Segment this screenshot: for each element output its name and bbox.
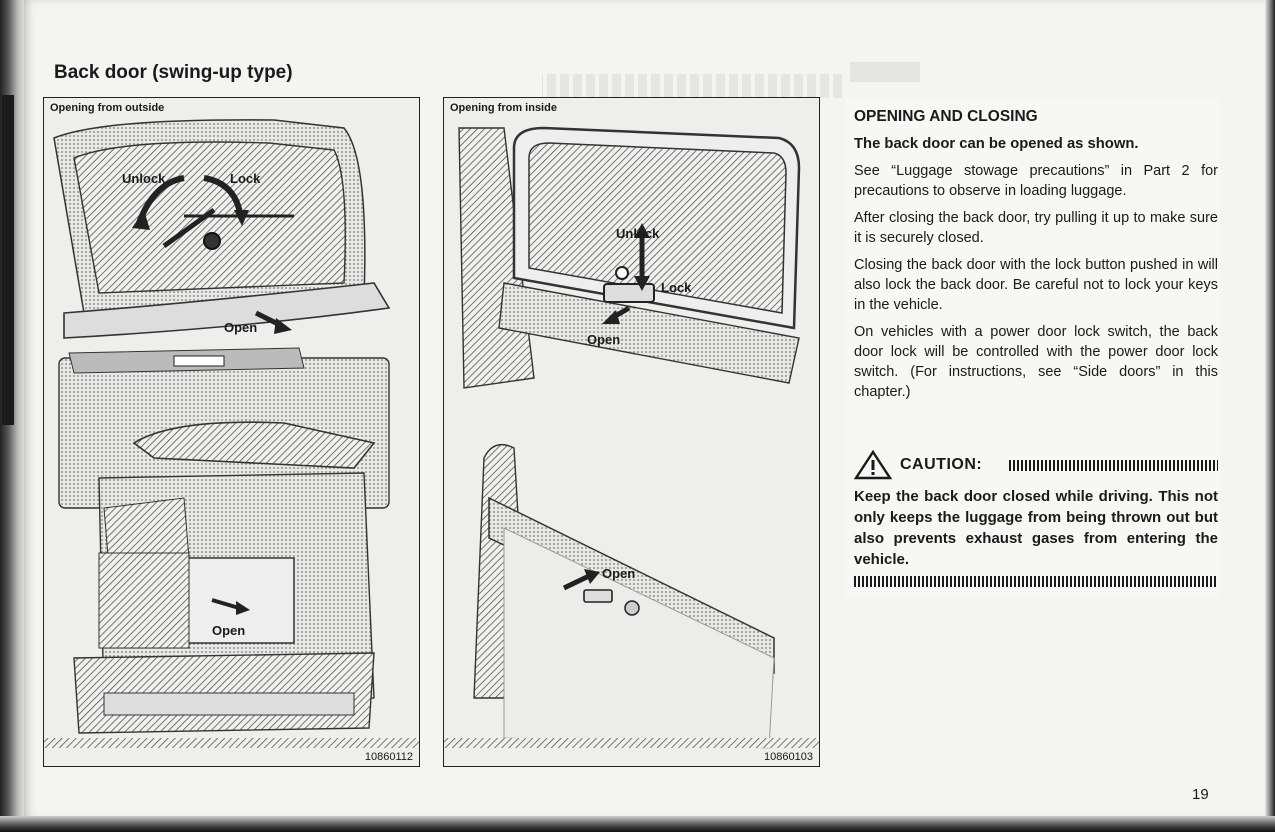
paragraph-lead: The back door can be opened as shown. [854, 136, 1139, 152]
panel-heading: OPENING AND CLOSING [854, 108, 1038, 125]
page-number: 19 [1192, 786, 1209, 803]
callout-open-upper: Open [587, 332, 621, 347]
panel-body [854, 134, 1218, 409]
bleed-through-shadow [850, 62, 920, 82]
figure-label: Opening from inside [450, 102, 557, 114]
paragraph-luggage: See “Luggage stowage precautions” in Part 2 for precautions to observe in loading luggage. [854, 163, 1218, 199]
caution-end-hatch-bar [854, 576, 1218, 587]
figure-label: Opening from outside [50, 102, 165, 114]
caution-text: Keep the back door closed while driving. This not only keeps the luggage from being thrown out but also prevents exhaust gases from entering the vehicle. [854, 488, 1218, 568]
figure-code: 10860103 [764, 751, 813, 763]
figure-code: 10860112 [364, 751, 413, 763]
callout-open-upper: Open [224, 320, 258, 335]
page-edge-shadow [1265, 0, 1275, 832]
opening-closing-panel [845, 98, 1220, 598]
callout-lock: Lock [661, 280, 692, 295]
caution-label: CAUTION: [900, 456, 983, 473]
paragraph-lock-button: Closing the back door with the lock button pushed in will also lock the back door. Be careful not to lock your keys in the vehicle. [854, 257, 1218, 313]
callout-open-lower: Open [602, 566, 636, 581]
caution-header [854, 450, 1218, 480]
section-title: Back door (swing-up type) [54, 62, 293, 83]
paragraph-power-lock: On vehicles with a power door lock switch, the back door lock will be controlled with the power door lock switch. (For instructions, see “Side doors” in this chapter.) [854, 324, 1218, 400]
callout-open-lower: Open [212, 623, 246, 638]
figure-opening-from-inside [443, 97, 820, 767]
bleed-through-shadow [542, 74, 842, 98]
figure-opening-from-outside [43, 97, 420, 767]
warning-triangle-icon [854, 450, 892, 480]
page-bottom-shadow [0, 816, 1275, 832]
callout-unlock: Unlock [122, 171, 166, 186]
caution-hatch-bar [1009, 460, 1218, 471]
callout-unlock: Unlock [616, 226, 660, 241]
paragraph-after-closing: After closing the back door, try pulling it up to make sure it is securely closed. [854, 210, 1218, 246]
callout-lock: Lock [230, 171, 261, 186]
back-door-outside-illustration [44, 98, 419, 766]
binding-tab [2, 95, 14, 425]
back-door-inside-illustration [444, 98, 819, 766]
